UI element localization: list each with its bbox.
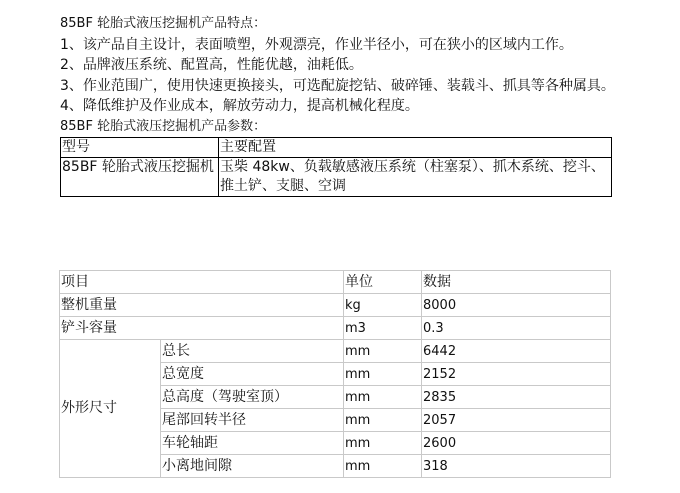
spec-value-cell: 2600 [422, 432, 611, 455]
spec-value-cell: 2835 [422, 386, 611, 409]
spec-unit-cell: mm [344, 386, 422, 409]
config-model-cell: 85BF 轮胎式液压挖掘机 [61, 158, 219, 197]
spec-unit-cell: mm [344, 363, 422, 386]
spec-item-cell: 总长 [161, 340, 344, 363]
spec-value-cell: 8000 [422, 294, 611, 317]
config-header-row [61, 138, 612, 158]
table-row [60, 340, 611, 363]
config-config-cell: 玉柴 48kw、负载敏感液压系统（柱塞泵）、抓木系统、挖斗、推土铲、支腿、空调 [219, 158, 612, 197]
config-header-model: 型号 [61, 138, 219, 158]
params-title: 85BF 轮胎式液压挖掘机产品参数： [60, 118, 267, 134]
spec-unit-cell: mm [344, 432, 422, 455]
spec-table [59, 270, 611, 478]
document-body [60, 14, 620, 197]
table-row [60, 294, 611, 317]
spec-value-cell: 318 [422, 455, 611, 478]
spec-unit-cell: mm [344, 409, 422, 432]
spec-item-cell: 整机重量 [60, 294, 344, 317]
features-title: 85BF 轮胎式液压挖掘机产品特点： [60, 16, 267, 31]
config-data-row [61, 158, 612, 197]
spec-value-cell: 2057 [422, 409, 611, 432]
spec-header-row [60, 271, 611, 294]
spec-group-label: 外形尺寸 [60, 340, 161, 478]
spec-value-cell: 6442 [422, 340, 611, 363]
spec-item-cell: 尾部回转半径 [161, 409, 344, 432]
spec-unit-cell: kg [344, 294, 422, 317]
spec-unit-cell: mm [344, 455, 422, 478]
feature-item-1: 1、该产品自主设计，表面喷塑，外观漂亮，作业半径小，可在狭小的区域内工作。 [60, 36, 573, 53]
config-header-config: 主要配置 [219, 138, 612, 158]
config-table [60, 137, 612, 197]
spec-item-cell: 车轮轴距 [161, 432, 344, 455]
spec-value-cell: 0.3 [422, 317, 611, 340]
spec-header-unit: 单位 [344, 271, 422, 294]
table-row [60, 317, 611, 340]
spec-header-value: 数据 [422, 271, 611, 294]
spec-value-cell: 2152 [422, 363, 611, 386]
spec-item-cell: 总高度（驾驶室顶） [161, 386, 344, 409]
spec-unit-cell: m3 [344, 317, 422, 340]
spec-item-cell: 小离地间隙 [161, 455, 344, 478]
spec-item-cell: 铲斗容量 [60, 317, 344, 340]
spec-header-item: 项目 [60, 271, 344, 294]
feature-item-3: 3、作业范围广，使用快速更换接头，可选配旋挖钻、破碎锤、装载斗、抓具等各种属具。 [60, 77, 615, 94]
feature-item-2: 2、品牌液压系统、配置高，性能优越，油耗低。 [60, 57, 363, 73]
spec-unit-cell: mm [344, 340, 422, 363]
feature-item-4: 4、降低维护及作业成本，解放劳动力，提高机械化程度。 [60, 98, 419, 114]
spec-item-cell: 总宽度 [161, 363, 344, 386]
